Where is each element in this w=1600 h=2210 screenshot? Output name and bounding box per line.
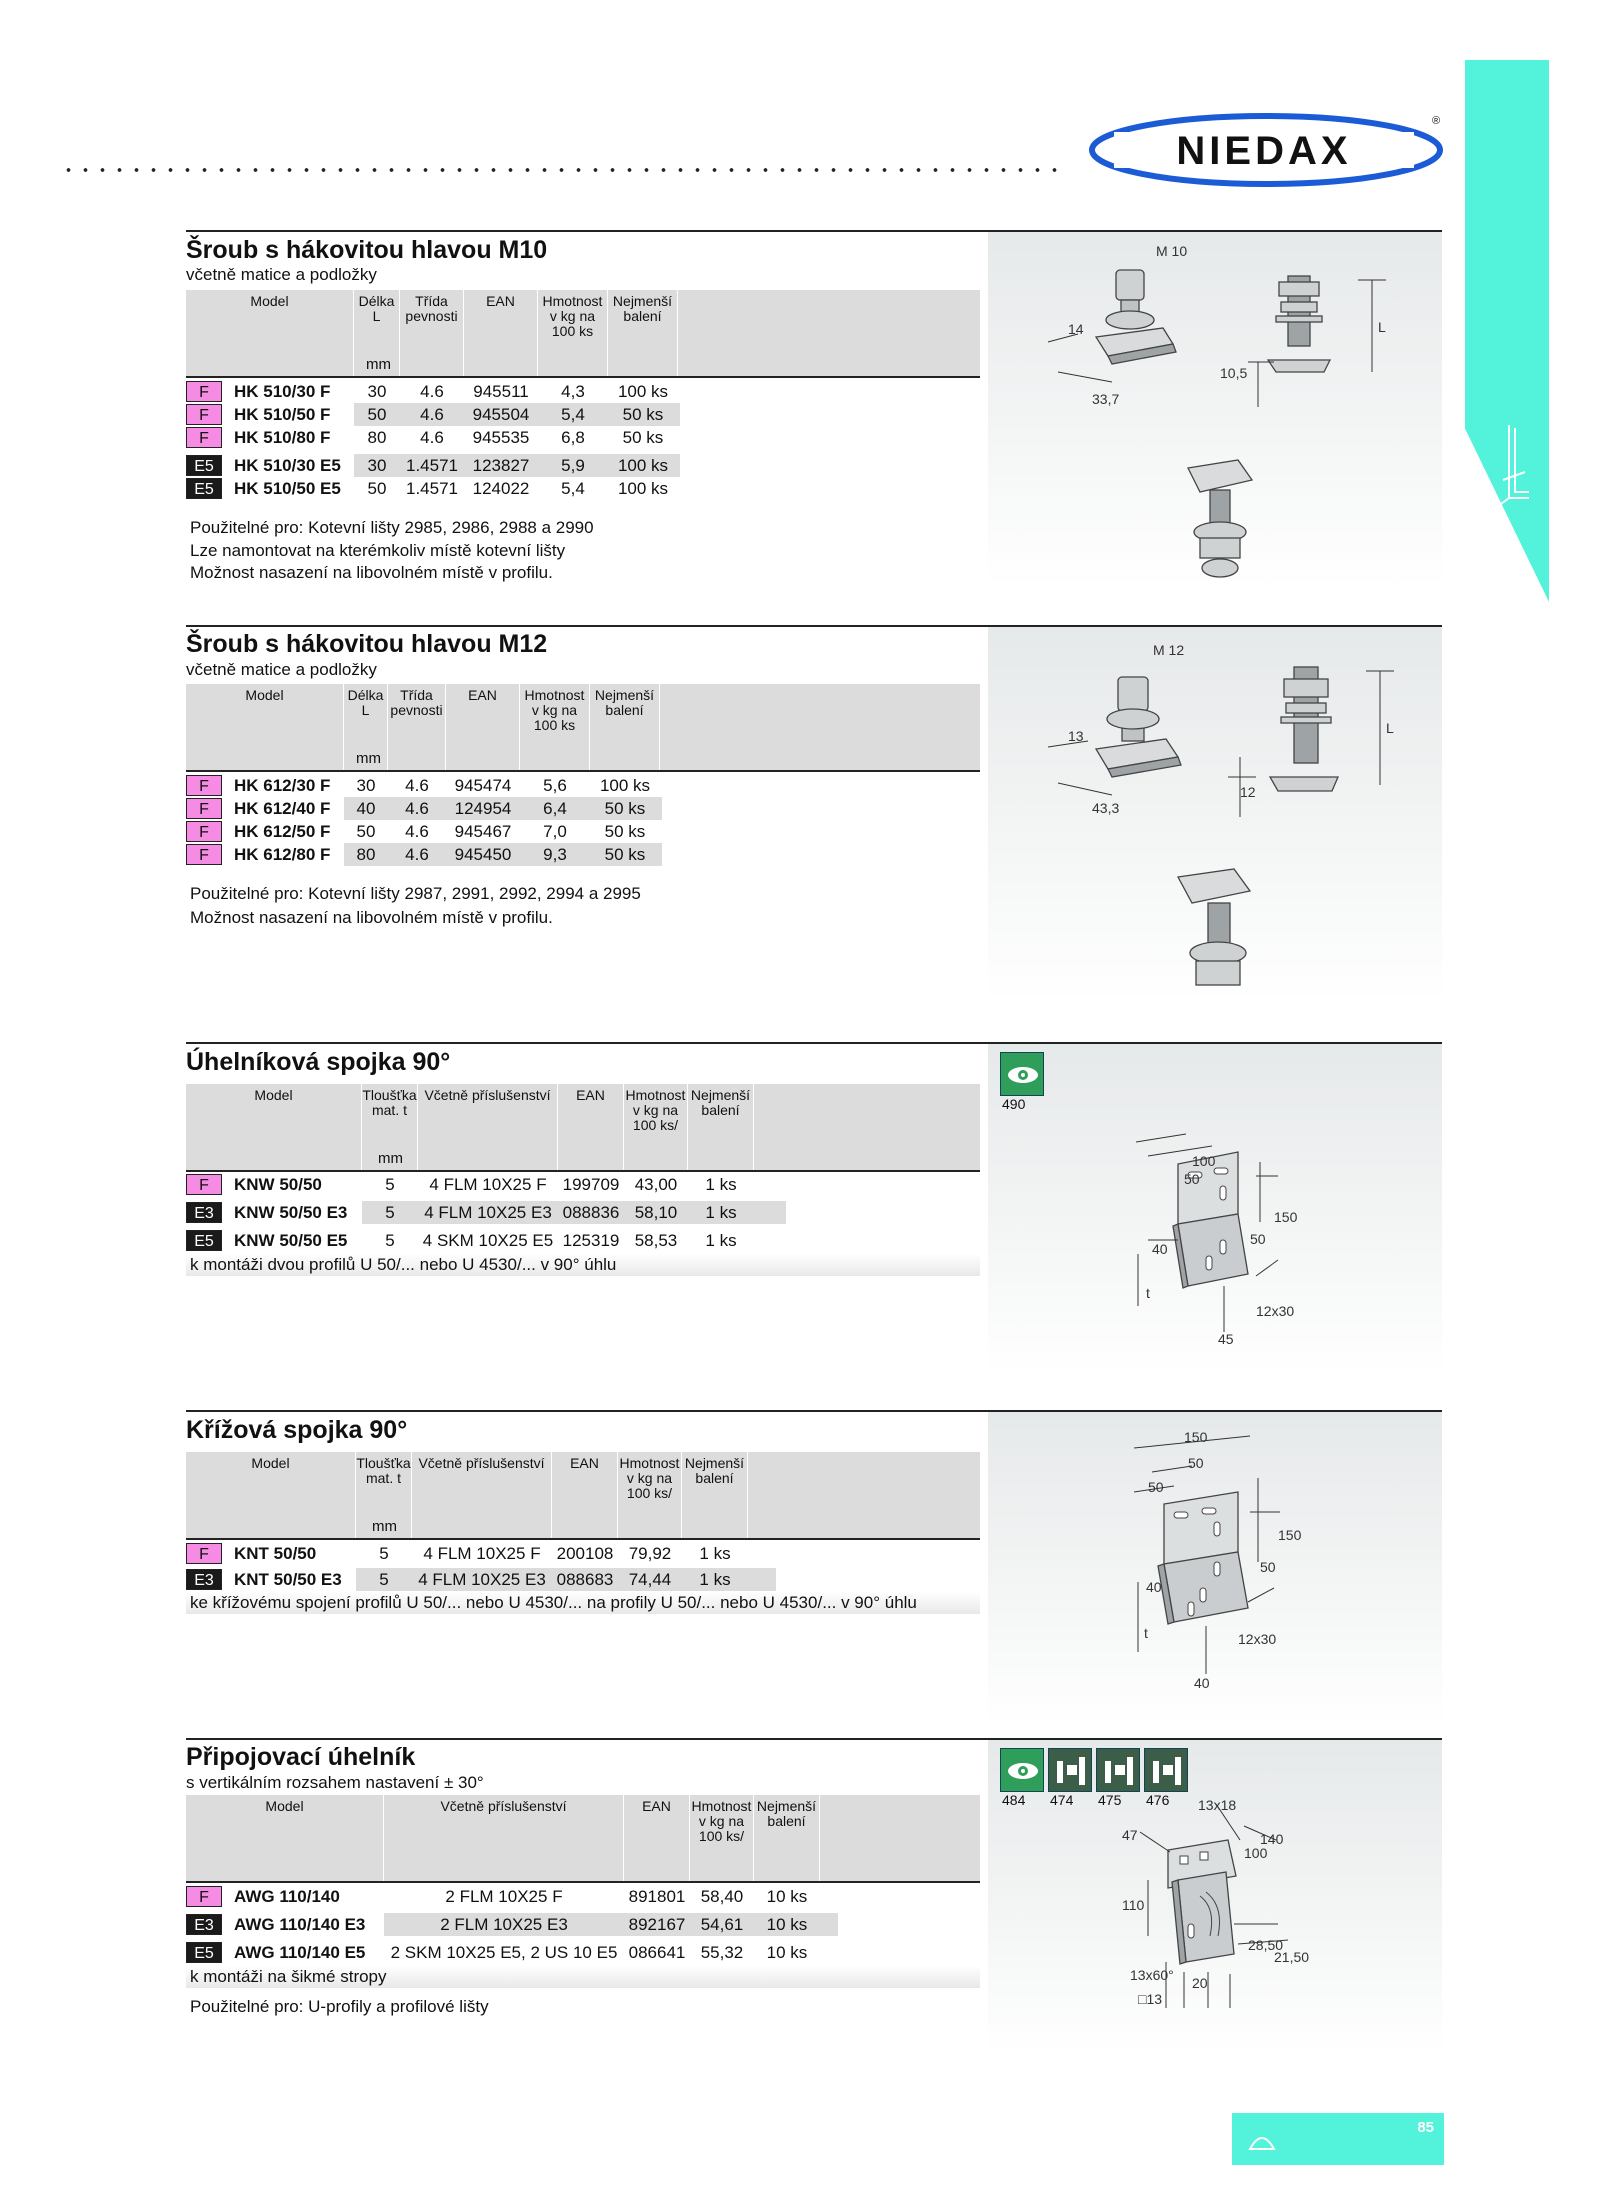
note: Lze namontovat na kterémkoliv místě kotevní lišty [190,541,566,560]
table-header: Model Včetně příslušenství EAN Hmotnost v kg na 100 ks/ Nejmenší balení [186,1795,980,1883]
svg-text:20: 20 [1192,1975,1208,1991]
product-drawing [988,1412,1442,1727]
table-row[interactable]: F HK 612/30 F 30 4.6 945474 5,6 100 ks [186,774,686,797]
svg-text:150: 150 [1184,1429,1208,1445]
svg-text:t: t [1144,1625,1148,1641]
section-subtitle: s vertikálním rozsahem nastavení ± 30° [186,1773,484,1792]
table-row[interactable]: F HK 510/50 F 50 4.6 945504 5,4 50 ks [186,403,696,426]
icon-label: 476 [1146,1792,1170,1808]
note: Možnost nasazení na libovolném místě v profilu. [190,908,553,927]
table-row[interactable]: E5 HK 510/30 E5 30 1.4571 123827 5,9 100 ks [186,454,696,477]
svg-text:150: 150 [1278,1527,1302,1543]
table-row[interactable]: F HK 612/50 F 50 4.6 945467 7,0 50 ks [186,820,686,843]
section-title: Připojovací úhelník [186,1743,416,1771]
svg-text:50: 50 [1260,1559,1276,1575]
svg-text:40: 40 [1152,1241,1168,1257]
svg-text:47: 47 [1122,1827,1138,1843]
profile-rail-icon [1495,420,1535,510]
brand-name: NIEDAX [1176,129,1352,173]
table-row[interactable]: F HK 510/80 F 80 4.6 945535 6,8 50 ks [186,426,696,449]
svg-text:110: 110 [1122,1897,1145,1913]
note: k montáži na šikmé stropy [190,1967,387,1986]
note: Možnost nasazení na libovolném místě v profilu. [190,563,553,582]
section-subtitle: včetně matice a podložky [186,660,377,679]
svg-text:L: L [1386,720,1394,736]
registered-mark: ® [1432,115,1441,127]
table-row[interactable]: E3 KNW 50/50 E3 5 4 FLM 10X25 E3 088836 58,10 1 ks [186,1201,806,1224]
svg-text:50: 50 [1250,1231,1266,1247]
table-row[interactable]: E5 KNW 50/50 E5 5 4 SKM 10X25 E5 125319 58,53 1 ks [186,1229,806,1252]
svg-text:M 12: M 12 [1153,642,1185,658]
section-title: Šroub s hákovitou hlavou M10 [186,236,548,264]
svg-text:150: 150 [1274,1209,1298,1225]
svg-text:28,50: 28,50 [1248,1937,1284,1953]
svg-text:□13: □13 [1138,1991,1163,2007]
svg-text:100: 100 [1192,1153,1216,1169]
note: ke křížovému spojení profilů U 50/... nebo U 4530/... na profily U 50/... nebo U 4530/... v 90° úhlu [190,1593,917,1612]
svg-text:12x30: 12x30 [1238,1631,1277,1647]
note: Použitelné pro: U-profily a profilové lišty [190,1997,489,2016]
section-title: Křížová spojka 90° [186,1416,408,1444]
icon-label: 490 [1002,1096,1026,1112]
svg-text:10,5: 10,5 [1220,365,1248,381]
table-header: Model Délka L Třída pevnosti EAN Hmotnost v kg na 100 ks Nejmenší balení mm [186,684,980,772]
bell-icon [1244,2125,1280,2155]
table-header: Model Tloušťka mat. t Včetně příslušenství EAN Hmotnost v kg na 100 ks/ Nejmenší balení mm [186,1084,980,1172]
svg-text:12: 12 [1240,784,1256,800]
svg-text:40: 40 [1194,1675,1210,1691]
note: Použitelné pro: Kotevní lišty 2985, 2986, 2988 a 2990 [190,518,594,537]
table-header: Model Délka L Třída pevnosti EAN Hmotnost v kg na 100 ks Nejmenší balení mm [186,290,980,378]
table-row[interactable]: F KNW 50/50 5 4 FLM 10X25 F 199709 43,00 1 ks [186,1173,806,1199]
table-header: Model Tloušťka mat. t Včetně příslušenství EAN Hmotnost v kg na 100 ks/ Nejmenší balení mm [186,1452,980,1540]
svg-text:33,7: 33,7 [1092,391,1120,407]
svg-text:100: 100 [1244,1845,1268,1861]
table-row[interactable]: E5 AWG 110/140 E5 2 SKM 10X25 E5, 2 US 10 E5 086641 55,32 10 ks [186,1941,886,1964]
product-drawing [988,1044,1442,1374]
product-drawing [988,627,1442,1002]
svg-text:13x60°: 13x60° [1130,1967,1174,1983]
svg-text:12x30: 12x30 [1256,1303,1295,1319]
svg-text:t: t [1146,1285,1150,1301]
note: k montáži dvou profilů U 50/... nebo U 4530/... v 90° úhlu [190,1255,617,1274]
svg-text:50: 50 [1188,1455,1204,1471]
note: Použitelné pro: Kotevní lišty 2987, 2991, 2992, 2994 a 2995 [190,884,641,903]
niedax-logo [1086,110,1446,190]
svg-text:50: 50 [1184,1171,1200,1187]
table-row[interactable]: F HK 510/30 F 30 4.6 945511 4,3 100 ks [186,380,696,403]
section-title: Úhelníková spojka 90° [186,1048,451,1076]
svg-text:50: 50 [1148,1479,1164,1495]
page-number: 85 [1417,2119,1434,2136]
table-row[interactable]: F HK 612/80 F 80 4.6 945450 9,3 50 ks [186,843,686,866]
eye-icon[interactable] [1000,1052,1044,1096]
svg-text:45: 45 [1218,1331,1234,1347]
svg-text:13x18: 13x18 [1198,1797,1237,1813]
dotted-rule [60,168,1060,172]
svg-text:M 10: M 10 [1156,243,1188,259]
icon-label: 484 [1002,1792,1026,1808]
svg-text:40: 40 [1146,1579,1162,1595]
rail-icon[interactable] [1096,1748,1140,1792]
rail-icon[interactable] [1144,1748,1188,1792]
table-row[interactable]: E5 HK 510/50 E5 50 1.4571 124022 5,4 100 ks [186,477,696,500]
product-drawing [988,232,1442,587]
icon-label: 474 [1050,1792,1074,1808]
table-row[interactable]: F HK 612/40 F 40 4.6 124954 6,4 50 ks [186,797,686,820]
table-row[interactable]: F AWG 110/140 2 FLM 10X25 F 891801 58,40 10 ks [186,1885,886,1908]
table-row[interactable]: E3 KNT 50/50 E3 5 4 FLM 10X25 E3 088683 74,44 1 ks [186,1568,806,1591]
svg-text:43,3: 43,3 [1092,800,1120,816]
eye-icon[interactable] [1000,1748,1044,1792]
section-title: Šroub s hákovitou hlavou M12 [186,630,548,658]
svg-text:L: L [1378,319,1386,335]
svg-text:13: 13 [1068,728,1084,744]
svg-text:140: 140 [1260,1831,1284,1847]
section-subtitle: včetně matice a podložky [186,265,377,284]
page-number-box [1232,2113,1444,2165]
table-row[interactable]: F KNT 50/50 5 4 FLM 10X25 F 200108 79,92 1 ks [186,1542,806,1565]
chapter-tab[interactable] [1465,60,1549,602]
icon-label: 475 [1098,1792,1122,1808]
table-row[interactable]: E3 AWG 110/140 E3 2 FLM 10X25 E3 892167 54,61 10 ks [186,1913,886,1936]
svg-text:14: 14 [1068,321,1084,337]
rail-icon[interactable] [1048,1748,1092,1792]
svg-text:21,50: 21,50 [1274,1949,1310,1965]
